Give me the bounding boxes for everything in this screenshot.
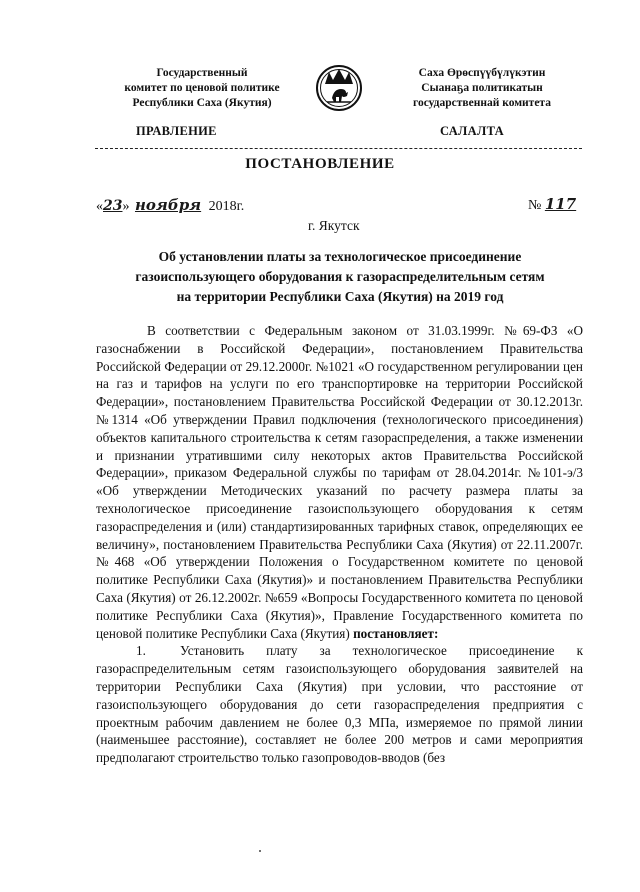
doc-title: [80, 247, 600, 307]
right-org-line: Сыанаҕа политикатын: [421, 82, 543, 94]
item-1-paragraph: [96, 642, 583, 767]
title-line: на территории Республики Саха (Якутия) на 2019 год: [176, 289, 504, 304]
right-caption: САЛАЛТА: [440, 124, 504, 138]
left-org-line: комитет по ценовой политике: [124, 82, 280, 94]
item-1-text: Установить плату за технологическое присоединение к газораспределительным сетям газоиспользующего оборудования заявителей на территории Республики Саха (Якутия) при условии, что расстояние от газоиспользующего оборудования до сети газораспределения предприятия с проектным рабочим давлением не более 0,3 МПа, измеряемое по прямой линии (наименьшее расстояние), составляет не более 200 метров и сами мероприятия предполагают строительство только газопроводов-вводов (без: [96, 643, 583, 766]
left-org-line: Государственный: [156, 67, 248, 79]
preamble-paragraph: [96, 322, 583, 642]
doc-number: [528, 195, 576, 214]
number-sign: №: [528, 198, 542, 213]
date-year: 2018г.: [208, 199, 245, 214]
preamble-text: В соответствии с Федеральным законом от 31.03.1999г. №69-ФЗ «О газоснабжении в Российской Федерации», постановлением Правительства Российской Федерации от 29.12.2000г. №1021 «О государственном регулировании цен на газ и тарифов на услуги по его транспортировке на территории Российской Федерации», постановлением Правительства Российской Федерации от 30.12.2013г. №1314 «Об утверждении Правил подключения (технологического присоединения) объектов капитального строительства к сетям газораспределения, а также изменении и признании утратившими силу некоторых актов Правительства Российской Федерации», приказом Федеральной службы по тарифам от 28.04.2014г. №101-э/3 «Об утверждении Методических указаний по расчету размера платы за технологическое присоединение газоиспользующего оборудования к сетям газораспределения и (или) стандартизированных тарифных ставок, определяющих ее величину», постановлением Правительства Республики Саха (Якутия) от 22.11.2007г. №468 «Об утверждении Положения о Государственном комитете по ценовой политике Республики Саха (Якутия)» и постановлением Правительства Республики Саха (Якутия) от 26.12.2002г. №659 «Вопросы Государственного комитета по ценовой политике Республики Саха (Якутия)», Правление Государственного комитета по ценовой политике Республики Саха (Якутия): [96, 323, 583, 641]
decree-word: постановляет:: [353, 625, 439, 641]
number-value: 117: [544, 195, 577, 213]
date-day: 23: [103, 198, 123, 214]
left-caption: ПРАВЛЕНИЕ: [136, 124, 217, 138]
doc-body: [96, 322, 583, 767]
right-org-line: Саха Өрөспүүбүлүкэтин: [418, 67, 546, 79]
date-month: ноября: [134, 196, 202, 214]
doc-city: г. Якутск: [308, 218, 360, 233]
title-line: Об установлении платы за технологическое присоединение: [158, 249, 522, 264]
scan-mark: [259, 850, 261, 852]
doc-type-title: ПОСТАНОВЛЕНИЕ: [245, 156, 395, 172]
left-org-line: Республики Саха (Якутия): [132, 97, 272, 109]
header-divider: [95, 148, 582, 149]
date-open-quote: «: [96, 199, 103, 214]
left-org-name: [92, 66, 312, 111]
item-1-number: 1.: [136, 643, 146, 659]
right-org-name: [372, 66, 592, 111]
doc-date: [96, 196, 244, 215]
right-org-line: государственнай комитета: [413, 97, 551, 109]
date-close-quote: »: [122, 199, 130, 214]
title-line: газоиспользующего оборудования к газораспределительным сетям: [135, 269, 545, 284]
coat-of-arms-icon: [315, 62, 363, 114]
